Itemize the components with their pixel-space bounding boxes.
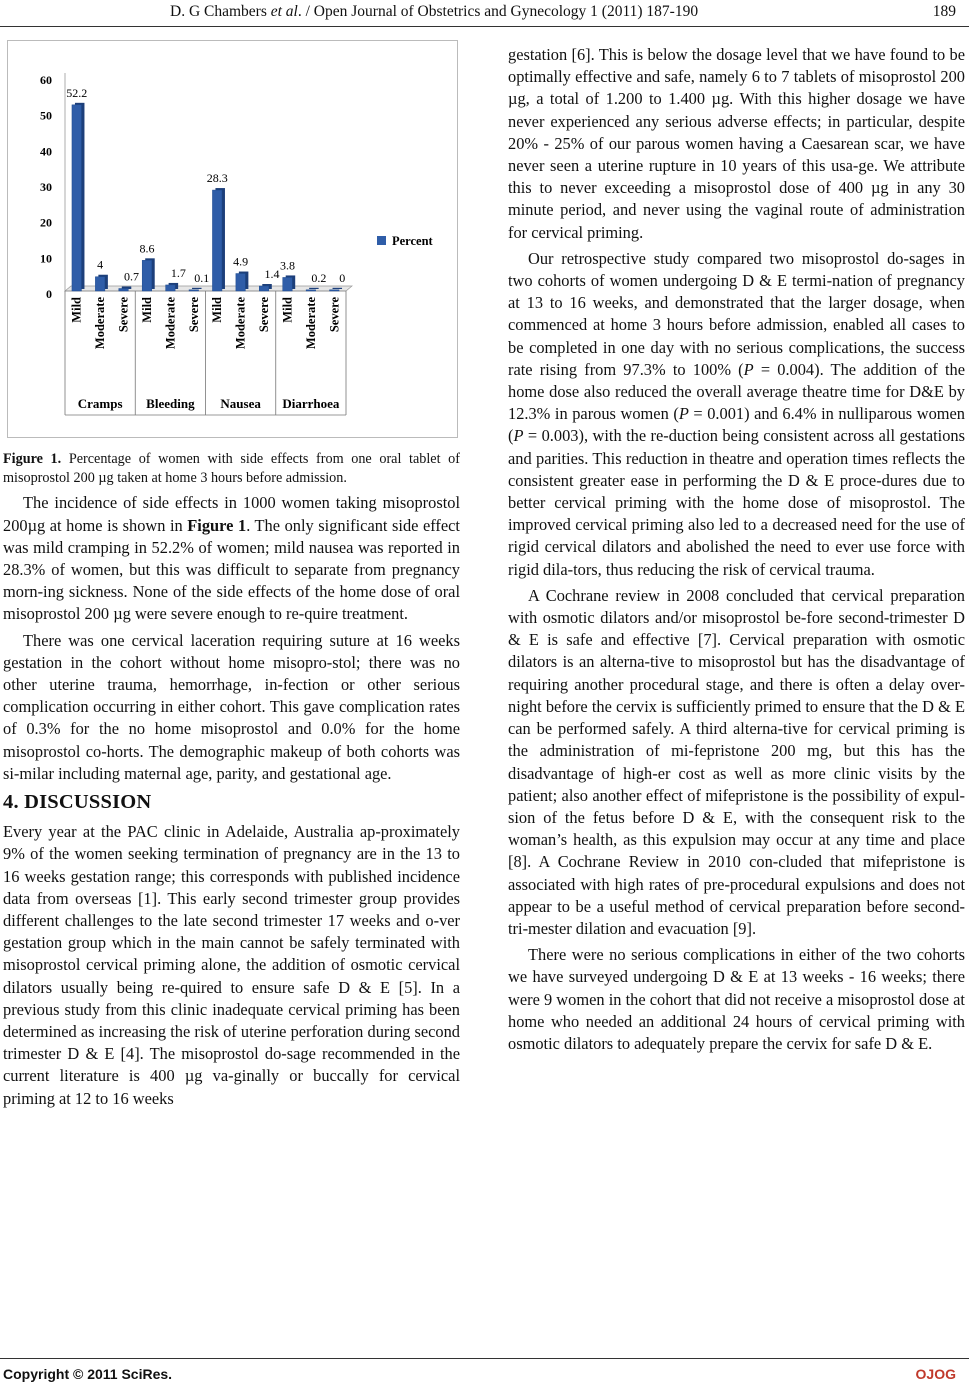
category-label-diarrhoea-moderate: Moderate	[303, 297, 318, 350]
data-label-cramps-mild: 52.2	[66, 85, 88, 100]
bar-side-diarrhoea-moderate	[309, 288, 319, 289]
data-label-nausea-mild: 28.3	[206, 171, 228, 186]
group-label-bleeding: Bleeding	[146, 396, 195, 411]
data-label-nausea-severe: 1.4	[264, 267, 280, 282]
running-title-etal: et al	[270, 3, 298, 20]
bar-cramps-severe	[119, 289, 128, 291]
legend-swatch	[377, 236, 386, 245]
legend-label: Percent	[392, 234, 433, 248]
category-label-diarrhoea-severe: Severe	[327, 297, 342, 333]
category-label-bleeding-moderate: Moderate	[163, 297, 178, 350]
data-label-diarrhoea-severe: 0	[339, 270, 346, 285]
paragraph-complications: There was one cervical laceration requiring suture at 16 weeks gestation in the cohort without home misopro-stol; there was no other uterine trauma, hemorrhage, in-fection or other serious complication occurring in either cohort. This gave complication rates of 0.3% for the no home misoprostol and 0.0% for the home misoprostol co-horts. The demographic makeup of both cohorts was si-milar including maternal age, parity, and gestational age.	[3, 630, 460, 783]
figure-caption-label: Figure 1.	[3, 451, 62, 467]
paragraph-dosage: gestation [6]. This is below the dosage level that we have found to be optimally effective and safe, namely 6 to 7 tablets of misoprostol 200 µg, a total of 1.200 to 1.400 µg. With this higher dosage we have never experienced any serious adverse effects; in particular, despite 20% - 25% of our parous women having a Caesarean scar, we have never seen a uterine rupture in 10 years of this usa-ge. We attribute this to never exceeding a misoprostol dose of 400 µg in any 30 minute period, and never using the vaginal route of administration for cervical priming.	[508, 45, 965, 242]
category-label-nausea-moderate: Moderate	[233, 297, 248, 350]
figure-reference-link[interactable]: Figure 1	[187, 515, 247, 535]
data-label-diarrhoea-moderate: 0.2	[311, 270, 327, 285]
paragraph-discussion-intro: Every year at the PAC clinic in Adelaide, Australia ap-proximately 9% of the women seeking termination of pregnancy are in the 13 to 16 weeks gestation range; this corresponds with published incidence data from overseas [1]. This early second trimester group provides different challenges to the late second trimester 17 weeks and o-ver gestation group which in the main cannot be safely terminated with misoprostol cervical priming alone, the addition of osmotic cervical dilators usually being re-quired to ensure safe D & E [5]. In a previous study from this clinic inadequate cervical priming has been determined as increasing the risk of uterine perforation during second trimester D & E [4]. The misoprostol do-sage recommended in the current literature is 400 µg va-ginally or buccally for cervical priming at 12 to 16 weeks	[3, 822, 460, 1108]
figure-caption	[3, 450, 460, 488]
section-heading-discussion: 4. DISCUSSION	[3, 791, 152, 814]
y-tick-label-40: 40	[40, 144, 52, 159]
y-tick-label-10: 10	[40, 251, 52, 266]
data-label-bleeding-severe: 0.1	[194, 270, 210, 285]
y-tick-label-50: 50	[40, 108, 52, 123]
bar-chart	[8, 41, 457, 437]
data-label-cramps-severe: 0.7	[124, 269, 140, 284]
figure-caption-text: Percentage of women with side effects from one oral tablet of misoprostol 200 µg taken at home 3 hours before admission.	[3, 451, 460, 487]
left-column	[3, 40, 460, 1114]
bar-side-diarrhoea-severe	[333, 288, 343, 289]
bar-cramps-moderate	[95, 277, 105, 291]
bar-side-bleeding-severe	[192, 288, 202, 289]
header-rule	[0, 26, 969, 27]
bar-diarrhoea-moderate	[306, 290, 316, 291]
bar-nausea-mild	[212, 190, 222, 291]
bar-cramps-mild	[72, 105, 82, 291]
data-label-bleeding-mild: 8.6	[139, 241, 155, 256]
group-label-cramps: Cramps	[77, 396, 123, 411]
right-column	[508, 44, 965, 1059]
group-label-nausea: Nausea	[220, 396, 261, 411]
page-number: 189	[932, 3, 956, 20]
y-tick-label-0: 0	[46, 287, 52, 301]
category-label-nausea-severe: Severe	[257, 297, 272, 333]
bar-nausea-moderate	[236, 274, 246, 291]
bar-bleeding-mild	[142, 260, 152, 291]
category-label-cramps-moderate: Moderate	[93, 297, 108, 350]
running-title-journal: . / Open Journal of Obstetrics and Gynecology 1 (2011) 187-190	[297, 3, 699, 20]
paragraph-study-comparison: Our retrospective study compared two misoprostol do-sages in two cohorts of women undergoing D & E termi-nation of pregnancy at 13 to 16 weeks, and demonstrated that the larger dosage, when commenced at home 3 hours before admission, enabled all cases to be completed in one day with no serious complications, the success rate rising from 97.3% to 100% (P = 0.004). The addition of the home dose also reduced the overall average theatre time for D&E by 12.3% in parous women (P = 0.001) and 6.4% in nulliparous women (P = 0.003), with the re-duction being consistent across all gestations and parities. This reduction in theatre and operation times reflects the consistent greater ease in performing the D & E proce-dures due to better cervical priming with the home dose of misoprostol. The improved cervical priming also led to a decreased need for the use of rigid cervical dilators and abolished the need to ever use force with rigid dila-tors, thus reducing the risk of cervical trauma.	[508, 248, 966, 579]
y-tick-label-30: 30	[40, 180, 52, 194]
bar-diarrhoea-mild	[283, 277, 293, 291]
category-label-nausea-mild: Mild	[210, 297, 225, 323]
paragraph-no-complications: There were no serious complications in either of the two cohorts we have surveyed undergoing D & E at 13 weeks - 16 weeks; there were 9 women in the cohort that did not receive a misoprostol dose at home who needed an additional 24 hours of cervical priming with osmotic dilators to adequately prepare the cervix for safe D & E.	[508, 945, 965, 1053]
journal-abbreviation: OJOG	[915, 1366, 956, 1382]
bar-nausea-severe	[259, 286, 269, 291]
copyright-notice: Copyright © 2011 SciRes.	[3, 1366, 173, 1382]
y-tick-label-60: 60	[40, 73, 52, 87]
group-label-diarrhoea: Diarrhoea	[282, 396, 340, 411]
running-title	[170, 3, 698, 21]
data-label-nausea-moderate: 4.9	[233, 254, 249, 269]
category-label-diarrhoea-mild: Mild	[280, 297, 295, 323]
data-label-diarrhoea-mild: 3.8	[279, 258, 295, 273]
bar-diarrhoea-severe	[330, 290, 340, 291]
footer-rule	[0, 1358, 969, 1359]
y-tick-label-20: 20	[40, 215, 52, 230]
category-label-cramps-severe: Severe	[116, 297, 131, 333]
bar-bleeding-moderate	[166, 285, 176, 291]
paragraph-side-effects: The incidence of side effects in 1000 women taking misoprostol 200µg at home is shown in Figure 1. The only significant side effect was mild cramping in 52.2% of women; mild nausea was reported in 28.3% of women, but this was difficult to separate from pregnancy morn-ing sickness. None of the side effects of the home dose of oral misoprostol 200 µg were severe enough to re-quire treatment.	[3, 493, 460, 624]
figure-1	[7, 40, 458, 438]
bar-bleeding-severe	[189, 290, 199, 291]
data-label-bleeding-moderate: 1.7	[170, 265, 186, 280]
paragraph-cochrane-review: A Cochrane review in 2008 concluded that cervical preparation with osmotic dilators and/or misoprostol be-fore second-trimester D & E is safe and effective [7]. Cervical preparation with osmotic dilators is an alterna-tive to misoprostol but has the disadvantage of requiring another procedural stage, and there is often a delay over-night before the cervix is sufficiently primed to ensure that the D & E can be performed safely. A third alterna-tive for cervical priming is the administration of mi-fepristone 200 mg, but this has the disadvantage of high-er cost as well as more clinic visits by the patient; also another effect of mifepristone is the possibility of expul-sion of the fetus before D & E, with the consequent risk to the woman’s health, as this expulsion may occur at any time and place [8]. A Cochrane Review in 2010 con-cluded that mifepristone is associated with high rates of pre-procedural expulsions and does not appear to be a useful method of cervical preparation before second-tri-mester dilation and evacuation [9].	[508, 585, 965, 938]
data-label-cramps-moderate: 4	[97, 257, 104, 272]
category-label-bleeding-mild: Mild	[139, 297, 154, 323]
running-title-authors: D. G Chambers	[170, 3, 271, 20]
page-header	[0, 0, 969, 30]
category-label-bleeding-severe: Severe	[186, 297, 201, 333]
category-label-cramps-mild: Mild	[69, 297, 84, 323]
